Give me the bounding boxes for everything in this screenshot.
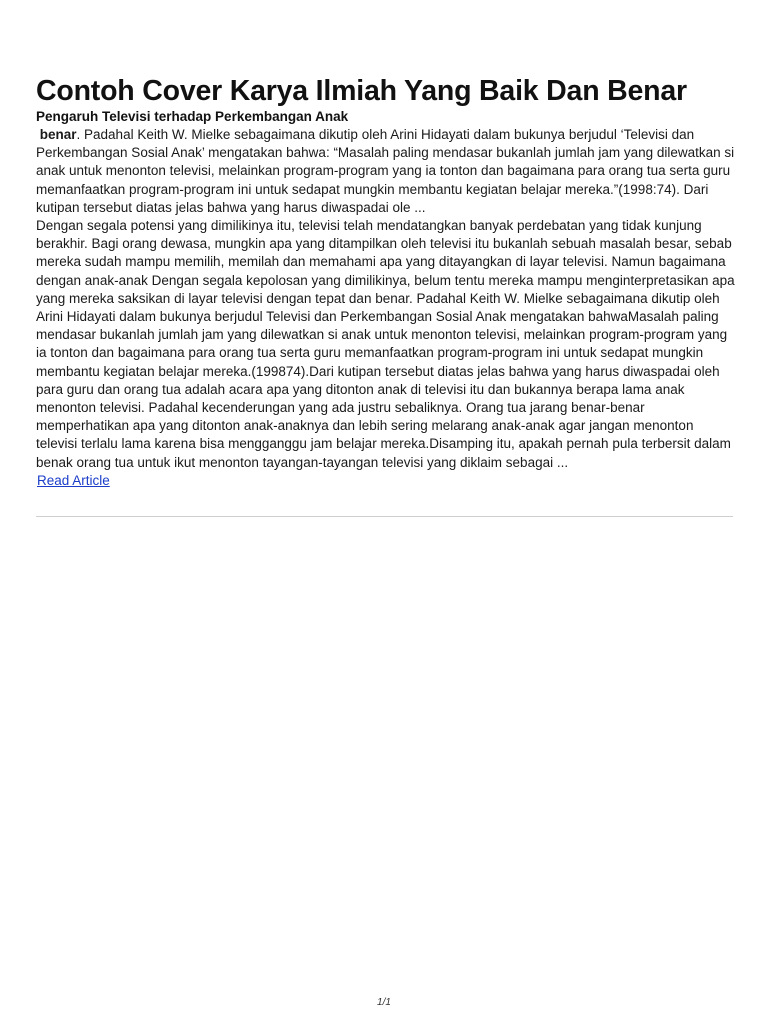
highlighted-keyword: benar bbox=[39, 127, 77, 142]
article-paragraph-2: Dengan segala potensi yang dimilikinya itu, televisi telah mendatangkan banyak perdebatan yang tidak kunjung berakhir. Bagi orang dewasa, mungkin apa yang ditampilkan oleh televisi itu bukanlah sebuah masalah besar, sebab mereka sudah mampu memilih, memilah dan memahami apa yang ditayangkan di layar televisi. Namun bagaimana dengan anak-anak Dengan segala kepolosan yang dimilikinya, belum tentu mereka mampu menginterpretasikan apa yang mereka saksikan di layar televisi dengan tepat dan benar. Padahal Keith W. Mielke sebagaimana dikutip oleh Arini Hidayati dalam bukunya berjudul Televisi dan Perkembangan Sosial Anak mengatakan bahwaMasalah paling mendasar bukanlah jumlah jam yang dilewatkan si anak untuk menonton televisi, melainkan program-program yang ia tonton dan bagaimana para orang tua serta guru memanfaatkan program-program ini untuk sedapat mungkin membantu kegiatan belajar mereka.(199874).Dari kutipan tersebut diatas jelas bahwa yang harus diwaspadai oleh para guru dan orang tua adalah acara apa yang ditonton anak di televisi itu dan bukannya berapa lama anak menonton televisi. Padahal kecenderungan yang ada justru sebaliknya. Orang tua jarang benar-benar memperhatikan apa yang ditonton anak-anaknya dan lebih sering melarang anak-anak agar jangan menonton televisi terlalu lama karena bisa mengganggu jam belajar mereka.Disamping itu, apakah pernah pula terbersit dalam benak orang tua untuk ikut menonton tayangan-tayangan televisi yang diklaim sebagai ... bbox=[36, 218, 735, 470]
article-paragraph-1 bbox=[36, 126, 736, 217]
read-article-link[interactable]: Read Article bbox=[37, 472, 110, 488]
article-entry bbox=[36, 108, 736, 490]
section-divider bbox=[36, 516, 733, 517]
page-number: 1/1 bbox=[377, 997, 391, 1008]
article-heading: Pengaruh Televisi terhadap Perkembangan Anak bbox=[36, 109, 349, 124]
article-paragraph-1-text: . Padahal Keith W. Mielke sebagaimana dikutip oleh Arini Hidayati dalam bukunya berjudul ‘Televisi dan Perkembangan Sosial Anak’ mengatakan bahwa: “Masalah paling mendasar bukanlah jumlah jam yang dilewatkan si anak untuk menonton televisi, melainkan program-program yang ia tonton dan bagaimana para orang tua serta guru memanfaatkan program-program ini untuk sedapat mungkin membantu kegiatan belajar mereka.”(1998:74). Dari kutipan tersebut diatas jelas bahwa yang harus diwaspadai ole ... bbox=[36, 127, 735, 215]
page-title: Contoh Cover Karya Ilmiah Yang Baik Dan Benar bbox=[36, 75, 687, 108]
